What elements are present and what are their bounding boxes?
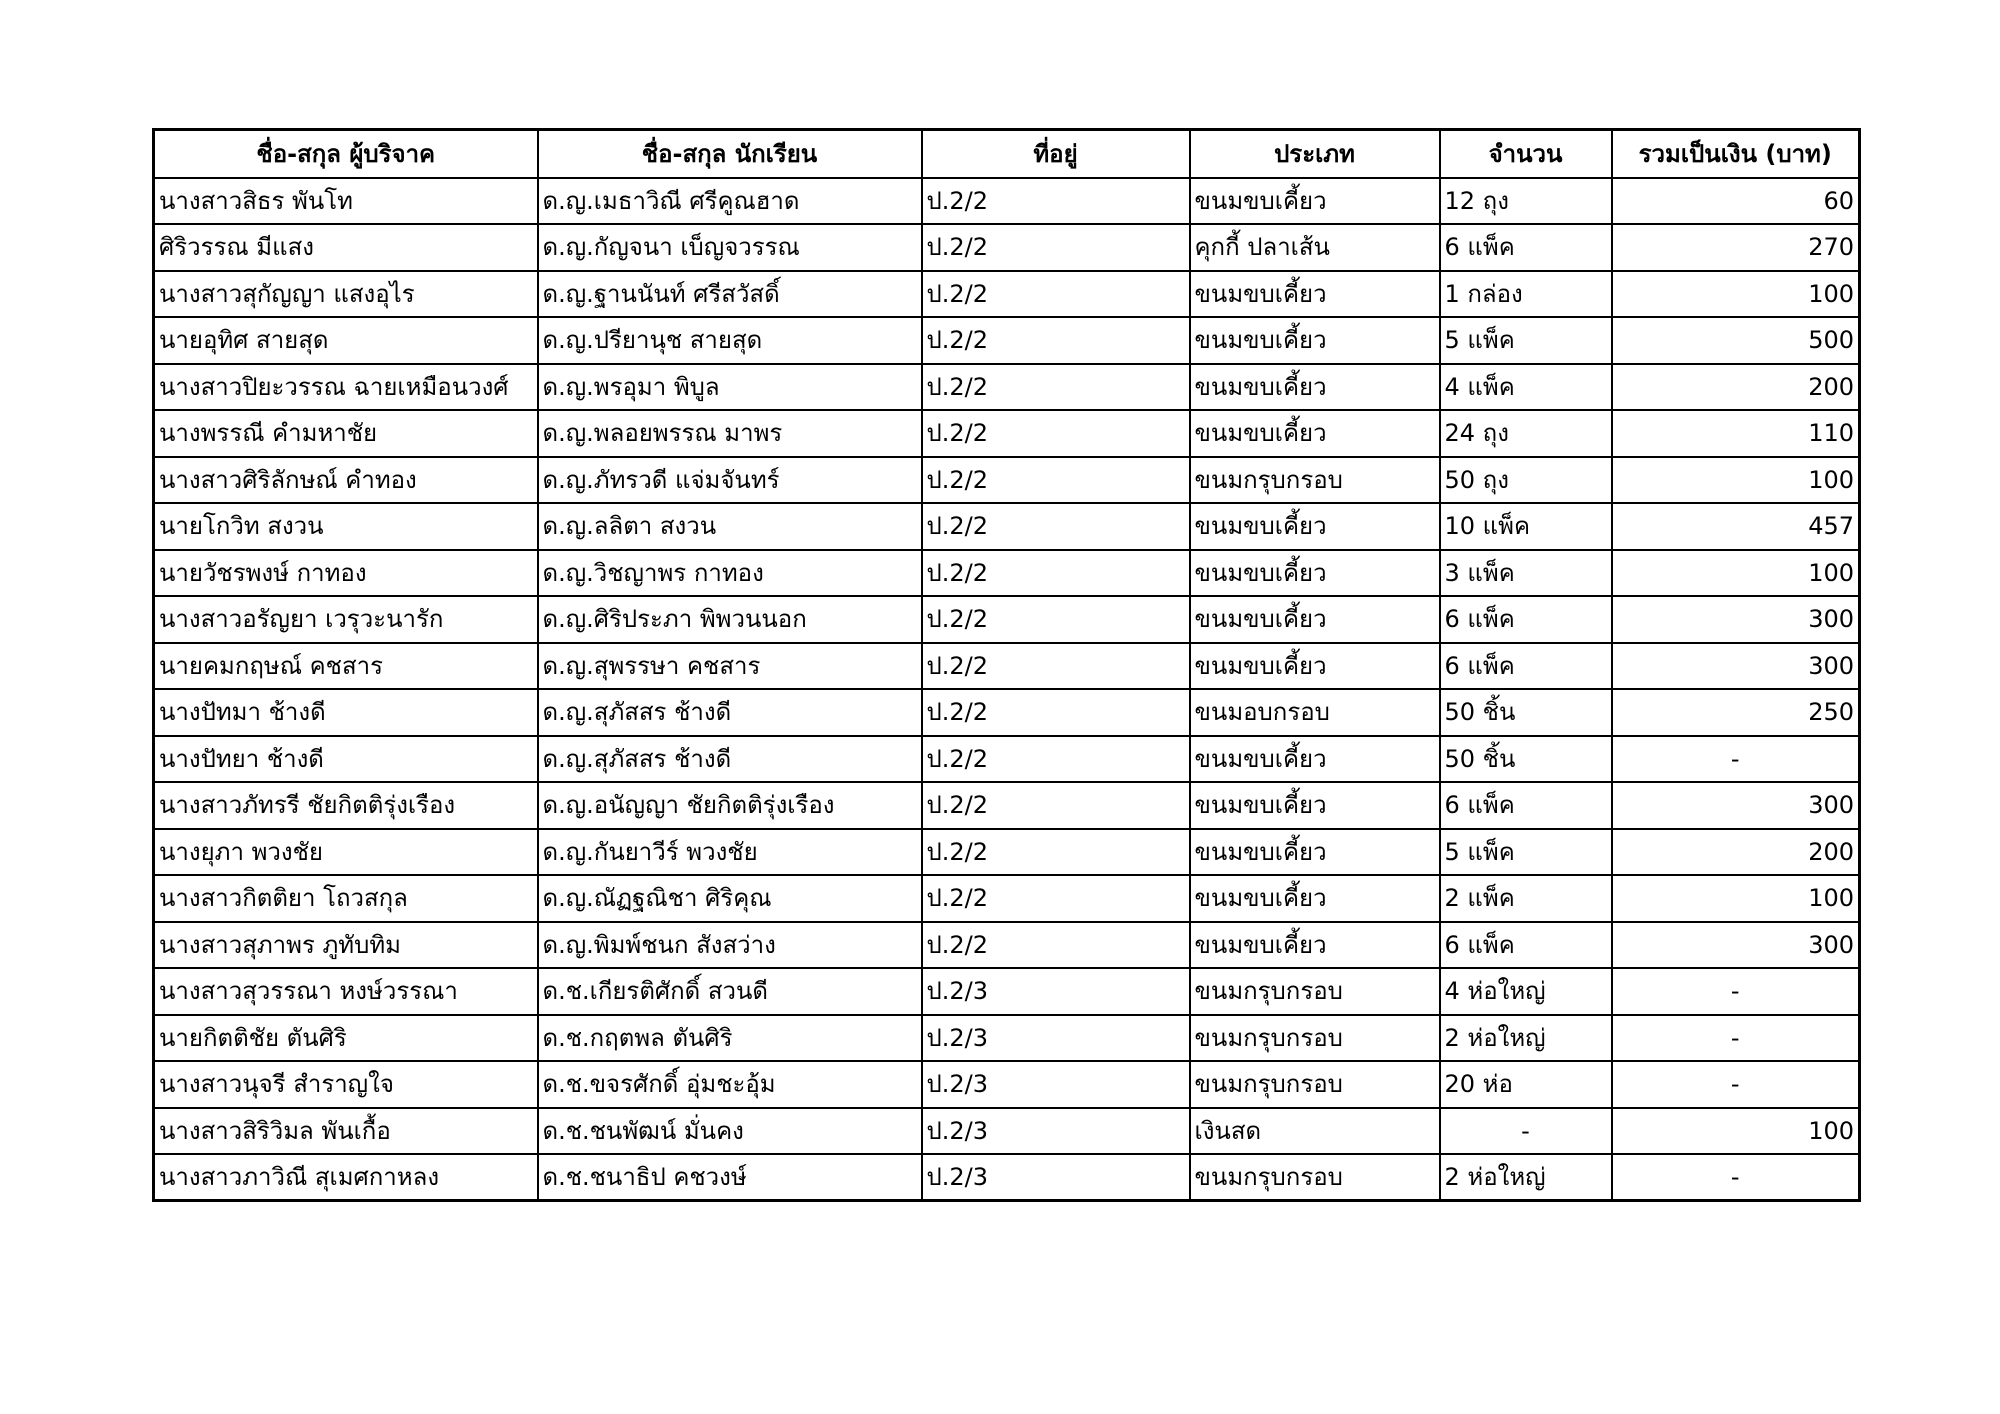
cell-type: ขนมขบเคี้ยว <box>1190 736 1440 783</box>
cell-donor-name: ศิริวรรณ มีแสง <box>154 224 538 271</box>
cell-type: ขนมขบเคี้ยว <box>1190 596 1440 643</box>
cell-donor-name: นายโกวิท สงวน <box>154 503 538 550</box>
cell-address: ป.2/3 <box>922 1061 1190 1108</box>
cell-total-amount: 110 <box>1612 410 1860 457</box>
cell-address: ป.2/2 <box>922 224 1190 271</box>
cell-total-amount: 100 <box>1612 1108 1860 1155</box>
cell-donor-name: นางสาวสิริวิมล พันเกื้อ <box>154 1108 538 1155</box>
cell-total-amount: - <box>1612 1154 1860 1201</box>
cell-total-amount: 300 <box>1612 922 1860 969</box>
cell-address: ป.2/2 <box>922 503 1190 550</box>
cell-total-amount: - <box>1612 968 1860 1015</box>
cell-student-name: ด.ญ.พิมพ์ชนก สังสว่าง <box>538 922 922 969</box>
cell-quantity: 10 แพ็ค <box>1440 503 1612 550</box>
cell-donor-name: นางสาวภัทรรี ชัยกิตติรุ่งเรือง <box>154 782 538 829</box>
cell-student-name: ด.ญ.วิชญาพร กาทอง <box>538 550 922 597</box>
table-row <box>154 689 1860 736</box>
table-row <box>154 457 1860 504</box>
cell-student-name: ด.ช.ขจรศักดิ์ อุ่มชะอุ้ม <box>538 1061 922 1108</box>
cell-type: ขนมกรุบกรอบ <box>1190 1061 1440 1108</box>
cell-total-amount: 300 <box>1612 643 1860 690</box>
cell-student-name: ด.ญ.ภัทรวดี แจ่มจันทร์ <box>538 457 922 504</box>
header-type: ประเภท <box>1190 130 1440 178</box>
cell-address: ป.2/2 <box>922 457 1190 504</box>
cell-student-name: ด.ญ.พลอยพรรณ มาพร <box>538 410 922 457</box>
cell-type: ขนมขบเคี้ยว <box>1190 410 1440 457</box>
cell-type: ขนมกรุบกรอบ <box>1190 968 1440 1015</box>
table-row <box>154 271 1860 318</box>
header-student-name: ชื่อ-สกุล นักเรียน <box>538 130 922 178</box>
table-row <box>154 317 1860 364</box>
table-row <box>154 1108 1860 1155</box>
cell-type: ขนมกรุบกรอบ <box>1190 1015 1440 1062</box>
cell-quantity: 50 ชิ้น <box>1440 736 1612 783</box>
cell-quantity: 4 แพ็ค <box>1440 364 1612 411</box>
cell-address: ป.2/2 <box>922 922 1190 969</box>
table-row <box>154 596 1860 643</box>
cell-student-name: ด.ญ.เมธาวิณี ศรีคูณฮาด <box>538 178 922 225</box>
cell-quantity: 4 ห่อใหญ่ <box>1440 968 1612 1015</box>
header-row <box>154 130 1860 178</box>
cell-donor-name: นางพรรณี คำมหาชัย <box>154 410 538 457</box>
cell-total-amount: 457 <box>1612 503 1860 550</box>
cell-total-amount: 300 <box>1612 596 1860 643</box>
cell-student-name: ด.ญ.สุพรรษา คชสาร <box>538 643 922 690</box>
cell-donor-name: นางสาวอรัญยา เวรุวะนารัก <box>154 596 538 643</box>
cell-type: ขนมขบเคี้ยว <box>1190 643 1440 690</box>
cell-total-amount: 100 <box>1612 457 1860 504</box>
cell-type: ขนมขบเคี้ยว <box>1190 317 1440 364</box>
cell-quantity: 6 แพ็ค <box>1440 596 1612 643</box>
cell-quantity: 24 ถุง <box>1440 410 1612 457</box>
cell-quantity: - <box>1440 1108 1612 1155</box>
header-donor-name: ชื่อ-สกุล ผู้บริจาค <box>154 130 538 178</box>
cell-donor-name: นางสาวสุกัญญา แสงอุไร <box>154 271 538 318</box>
cell-address: ป.2/2 <box>922 317 1190 364</box>
cell-student-name: ด.ญ.สุภัสสร ช้างดี <box>538 736 922 783</box>
cell-donor-name: นางสาวศิริลักษณ์ คำทอง <box>154 457 538 504</box>
cell-total-amount: 60 <box>1612 178 1860 225</box>
table-row <box>154 736 1860 783</box>
cell-student-name: ด.ญ.กัญจนา เบ็ญจวรรณ <box>538 224 922 271</box>
cell-address: ป.2/3 <box>922 1015 1190 1062</box>
cell-total-amount: 500 <box>1612 317 1860 364</box>
cell-total-amount: 270 <box>1612 224 1860 271</box>
cell-donor-name: นางยุภา พวงชัย <box>154 829 538 876</box>
cell-type: ขนมขบเคี้ยว <box>1190 503 1440 550</box>
cell-address: ป.2/2 <box>922 178 1190 225</box>
cell-student-name: ด.ช.ชนพัฒน์ มั่นคง <box>538 1108 922 1155</box>
cell-address: ป.2/3 <box>922 968 1190 1015</box>
cell-donor-name: นายวัชรพงษ์ กาทอง <box>154 550 538 597</box>
table-row <box>154 922 1860 969</box>
cell-total-amount: - <box>1612 736 1860 783</box>
table-row <box>154 1061 1860 1108</box>
cell-donor-name: นางสาวสุภาพร ภูทับทิม <box>154 922 538 969</box>
cell-total-amount: 300 <box>1612 782 1860 829</box>
cell-quantity: 50 ถุง <box>1440 457 1612 504</box>
cell-type: ขนมอบกรอบ <box>1190 689 1440 736</box>
cell-address: ป.2/3 <box>922 1154 1190 1201</box>
cell-student-name: ด.ญ.กันยาวีร์ พวงชัย <box>538 829 922 876</box>
table-row <box>154 829 1860 876</box>
cell-quantity: 50 ชิ้น <box>1440 689 1612 736</box>
cell-address: ป.2/2 <box>922 689 1190 736</box>
cell-type: ขนมขบเคี้ยว <box>1190 550 1440 597</box>
cell-address: ป.2/2 <box>922 829 1190 876</box>
cell-address: ป.2/3 <box>922 1108 1190 1155</box>
cell-donor-name: นางปัทมา ช้างดี <box>154 689 538 736</box>
cell-quantity: 5 แพ็ค <box>1440 829 1612 876</box>
cell-quantity: 6 แพ็ค <box>1440 922 1612 969</box>
cell-student-name: ด.ญ.ณัฏฐณิชา ศิริคุณ <box>538 875 922 922</box>
cell-total-amount: - <box>1612 1061 1860 1108</box>
cell-donor-name: นางสาวนุจรี สำราญใจ <box>154 1061 538 1108</box>
table-row <box>154 410 1860 457</box>
header-quantity: จำนวน <box>1440 130 1612 178</box>
cell-type: ขนมกรุบกรอบ <box>1190 1154 1440 1201</box>
cell-quantity: 2 ห่อใหญ่ <box>1440 1015 1612 1062</box>
cell-donor-name: นางสาวปิยะวรรณ ฉายเหมือนวงศ์ <box>154 364 538 411</box>
cell-type: ขนมกรุบกรอบ <box>1190 457 1440 504</box>
table-row <box>154 178 1860 225</box>
table-row <box>154 875 1860 922</box>
cell-student-name: ด.ญ.พรอุมา พิบูล <box>538 364 922 411</box>
table-row <box>154 224 1860 271</box>
table-body <box>154 178 1860 1201</box>
cell-total-amount: 200 <box>1612 829 1860 876</box>
table-row <box>154 782 1860 829</box>
cell-total-amount: 100 <box>1612 271 1860 318</box>
cell-address: ป.2/2 <box>922 736 1190 783</box>
cell-address: ป.2/2 <box>922 782 1190 829</box>
donation-table <box>152 128 1861 1202</box>
table-row <box>154 968 1860 1015</box>
cell-type: ขนมขบเคี้ยว <box>1190 364 1440 411</box>
cell-student-name: ด.ญ.สุภัสสร ช้างดี <box>538 689 922 736</box>
cell-donor-name: นายคมกฤษณ์ คชสาร <box>154 643 538 690</box>
table-row <box>154 550 1860 597</box>
cell-type: ขนมขบเคี้ยว <box>1190 782 1440 829</box>
cell-quantity: 2 ห่อใหญ่ <box>1440 1154 1612 1201</box>
cell-address: ป.2/2 <box>922 364 1190 411</box>
cell-student-name: ด.ช.กฤตพล ตันศิริ <box>538 1015 922 1062</box>
cell-type: ขนมขบเคี้ยว <box>1190 829 1440 876</box>
table-row <box>154 364 1860 411</box>
cell-address: ป.2/2 <box>922 271 1190 318</box>
cell-quantity: 6 แพ็ค <box>1440 782 1612 829</box>
cell-type: ขนมขบเคี้ยว <box>1190 271 1440 318</box>
cell-student-name: ด.ญ.ศิริประภา พิพวนนอก <box>538 596 922 643</box>
cell-type: ขนมขบเคี้ยว <box>1190 178 1440 225</box>
cell-donor-name: นางสาวกิตติยา โถวสกุล <box>154 875 538 922</box>
cell-total-amount: 100 <box>1612 550 1860 597</box>
cell-total-amount: 200 <box>1612 364 1860 411</box>
cell-total-amount: 250 <box>1612 689 1860 736</box>
cell-donor-name: นางสาวภาวิณี สุเมศกาหลง <box>154 1154 538 1201</box>
document-sheet <box>152 128 1861 1202</box>
cell-student-name: ด.ช.ชนาธิป คชวงษ์ <box>538 1154 922 1201</box>
cell-quantity: 6 แพ็ค <box>1440 224 1612 271</box>
cell-quantity: 6 แพ็ค <box>1440 643 1612 690</box>
cell-donor-name: นางปัทยา ช้างดี <box>154 736 538 783</box>
cell-address: ป.2/2 <box>922 550 1190 597</box>
cell-quantity: 5 แพ็ค <box>1440 317 1612 364</box>
cell-donor-name: นางสาวสุวรรณา หงษ์วรรณา <box>154 968 538 1015</box>
cell-total-amount: 100 <box>1612 875 1860 922</box>
table-row <box>154 643 1860 690</box>
cell-student-name: ด.ญ.ลลิตา สงวน <box>538 503 922 550</box>
cell-type: เงินสด <box>1190 1108 1440 1155</box>
cell-student-name: ด.ญ.อนัญญา ชัยกิตติรุ่งเรือง <box>538 782 922 829</box>
table-row <box>154 1154 1860 1201</box>
cell-address: ป.2/2 <box>922 410 1190 457</box>
cell-type: คุกกี้ ปลาเส้น <box>1190 224 1440 271</box>
cell-total-amount: - <box>1612 1015 1860 1062</box>
cell-quantity: 2 แพ็ค <box>1440 875 1612 922</box>
cell-type: ขนมขบเคี้ยว <box>1190 922 1440 969</box>
table-row <box>154 503 1860 550</box>
cell-address: ป.2/2 <box>922 643 1190 690</box>
cell-student-name: ด.ญ.ปรียานุช สายสุด <box>538 317 922 364</box>
cell-donor-name: นางสาวสิธร พันโท <box>154 178 538 225</box>
cell-student-name: ด.ช.เกียรติศักดิ์ สวนดี <box>538 968 922 1015</box>
cell-quantity: 12 ถุง <box>1440 178 1612 225</box>
cell-address: ป.2/2 <box>922 875 1190 922</box>
cell-quantity: 20 ห่อ <box>1440 1061 1612 1108</box>
cell-donor-name: นายอุทิศ สายสุด <box>154 317 538 364</box>
header-total-amount: รวมเป็นเงิน (บาท) <box>1612 130 1860 178</box>
table-row <box>154 1015 1860 1062</box>
cell-quantity: 3 แพ็ค <box>1440 550 1612 597</box>
cell-type: ขนมขบเคี้ยว <box>1190 875 1440 922</box>
cell-donor-name: นายกิตติชัย ตันศิริ <box>154 1015 538 1062</box>
header-address: ที่อยู่ <box>922 130 1190 178</box>
cell-student-name: ด.ญ.ฐานนันท์ ศรีสวัสดิ์ <box>538 271 922 318</box>
cell-address: ป.2/2 <box>922 596 1190 643</box>
cell-quantity: 1 กล่อง <box>1440 271 1612 318</box>
